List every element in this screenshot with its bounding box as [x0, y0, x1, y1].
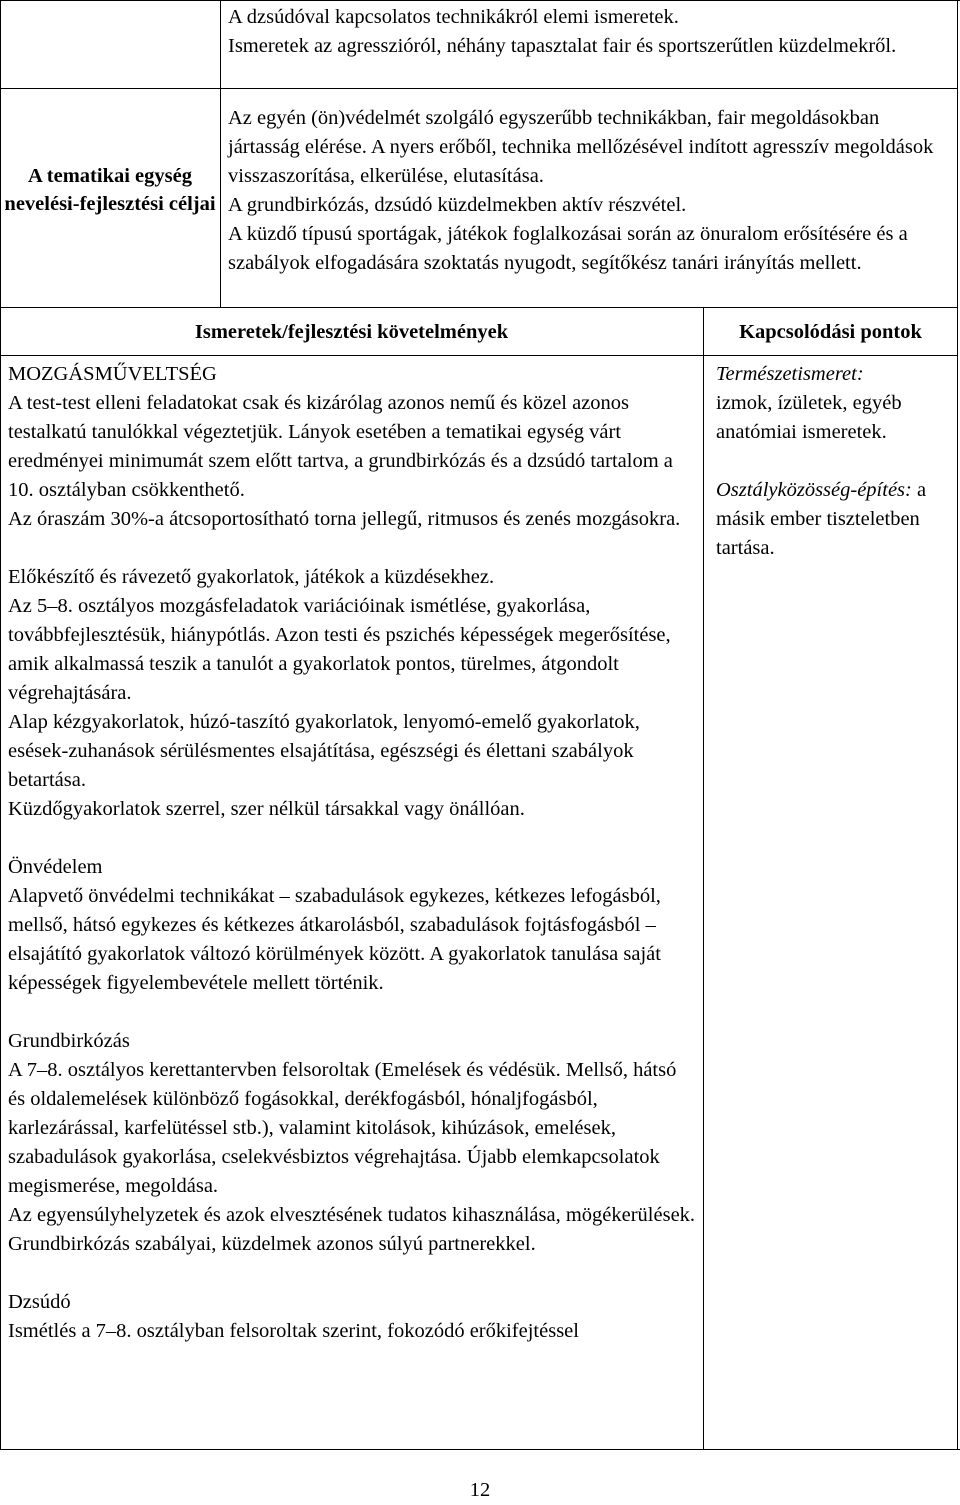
prep-paragraph: Küzdőgyakorlatok szerrel, szer nélkül társakkal vagy önállóan.: [8, 798, 525, 820]
goals-paragraph: A küzdő típusú sportágak, játékok foglalkozásai során az önuralom erősítésére és a szabályok elfogadására szoktatás nyugodt, segítőkész tanári irányítás mellett.: [228, 223, 908, 274]
goals-paragraph: A grundbirkózás, dzsúdó küzdelmekben aktív részvétel.: [228, 194, 687, 216]
connection-text: a másik ember tiszteletben tartása.: [716, 479, 927, 559]
goals-paragraph: Az egyén (ön)védelmét szolgáló egyszerűbb technikákban, fair megoldásokban jártasság elérése. A nyers erőből, technika mellőzésével indított agresszív megoldások visszaszorítása, elkerülése, elutasítása.: [228, 107, 934, 187]
goals-label: A tematikai egység nevelési-fejlesztési céljai: [4, 165, 216, 215]
connections-header: [703, 318, 958, 347]
section-title-dzsudo: Dzsúdó: [8, 1291, 71, 1313]
connection-item: [716, 476, 952, 563]
continuation-line: Ismeretek az agresszióról, néhány tapasztalat fair és sportszerűtlen küzdelmekről.: [228, 35, 897, 57]
requirements-header-text: Ismeretek/fejlesztési követelmények: [194, 321, 509, 343]
dzsudo-paragraph: Ismétlés a 7–8. osztályban felsoroltak szerint, fokozódó erőkifejtéssel: [8, 1320, 579, 1342]
requirements-cell: [8, 360, 698, 1346]
connections-cell: [716, 360, 952, 563]
divider-subheader: [0, 355, 958, 356]
section-title-onvedelem: Önvédelem: [8, 856, 103, 878]
connection-text: izmok, ízületek, egyéb anatómiai ismeretek.: [716, 392, 902, 443]
prep-paragraph: Előkészítő és rávezető gyakorlatok, játékok a küzdésekhez.: [8, 566, 495, 588]
grund-paragraph: A 7–8. osztályos kerettantervben felsoroltak (Emelések és védésük. Mellső, hátsó és oldalemelések különböző fogásokkal, derékfogásból, hónaljfogásból, karlezárással, karfelütéssel stb.), valamint kitolások, kihúzások, emelések, szabadulások gyakorlása, cselekvésbiztos végrehajtása. Újabb elemkapcsolatok megismerése, megoldása.: [8, 1059, 677, 1197]
prep-paragraph: Alap kézgyakorlatok, húzó-taszító gyakorlatok, lenyomó-emelő gyakorlatok, esések-zuhanások sérülésmentes elsajátítása, egészségi és élettani szabályok betartása.: [8, 711, 640, 791]
grund-paragraph: Az egyensúlyhelyzetek és azok elvesztésének tudatos kihasználása, mögékerülések. Grundbirkózás szabályai, küzdelmek azonos súlyú partnerekkel.: [8, 1204, 696, 1255]
border-right: [957, 0, 958, 1450]
divider-label-column: [220, 0, 221, 308]
divider-connections-column: [703, 307, 704, 1450]
divider-header: [0, 307, 958, 308]
border-left: [0, 0, 1, 1450]
connection-subject: Természetismeret:: [716, 363, 864, 385]
section-title-grund: Grundbirkózás: [8, 1030, 130, 1052]
continuation-cell: [228, 3, 953, 61]
divider-goals: [0, 88, 958, 89]
mozgas-paragraph: A test-test elleni feladatokat csak és kizárólag azonos nemű és közel azonos testalkatú tanulókkal végeztetjük. Lányok esetében a tematikai egység várt eredményei minimumát szem előtt tartva, a grundbirkózás és a dzsúdó tartalom a 10. osztályban csökkenthető.: [8, 392, 673, 501]
border-bottom: [0, 1449, 960, 1450]
section-title-mozgas: MOZGÁSMŰVELTSÉG: [8, 363, 217, 385]
onvedelem-paragraph: Alapvető önvédelmi technikákat – szabadulások egykezes, kétkezes lefogásból, mellső, hátsó egykezes és kétkezes átkarolásból, szabadulások fojtásfogásból – elsajátító gyakorlatok változó körülmények között. A gyakorlatok tanulása saját képességek figyelembevétele mellett történik.: [8, 885, 661, 994]
goals-label-cell: [4, 162, 216, 218]
continuation-line: A dzsúdóval kapcsolatos technikákról elemi ismeretek.: [228, 6, 679, 28]
page-number: 12: [469, 1479, 491, 1501]
border-top: [0, 0, 960, 1]
goals-cell: [228, 104, 953, 278]
requirements-header: [0, 318, 703, 347]
mozgas-paragraph: Az óraszám 30%-a átcsoportosítható torna jellegű, ritmusos és zenés mozgásokra.: [8, 508, 681, 530]
connection-subject: Osztályközösség-építés:: [716, 479, 912, 501]
prep-paragraph: Az 5–8. osztályos mozgásfeladatok variációinak ismétlése, gyakorlása, továbbfejlesztésük, hiánypótlás. Azon testi és pszichés képességek megerősítése, amik alkalmassá teszik a tanulót a gyakorlatok pontos, türelmes, átgondolt végrehajtására.: [8, 595, 671, 704]
connections-header-text: Kapcsolódási pontok: [739, 321, 922, 343]
